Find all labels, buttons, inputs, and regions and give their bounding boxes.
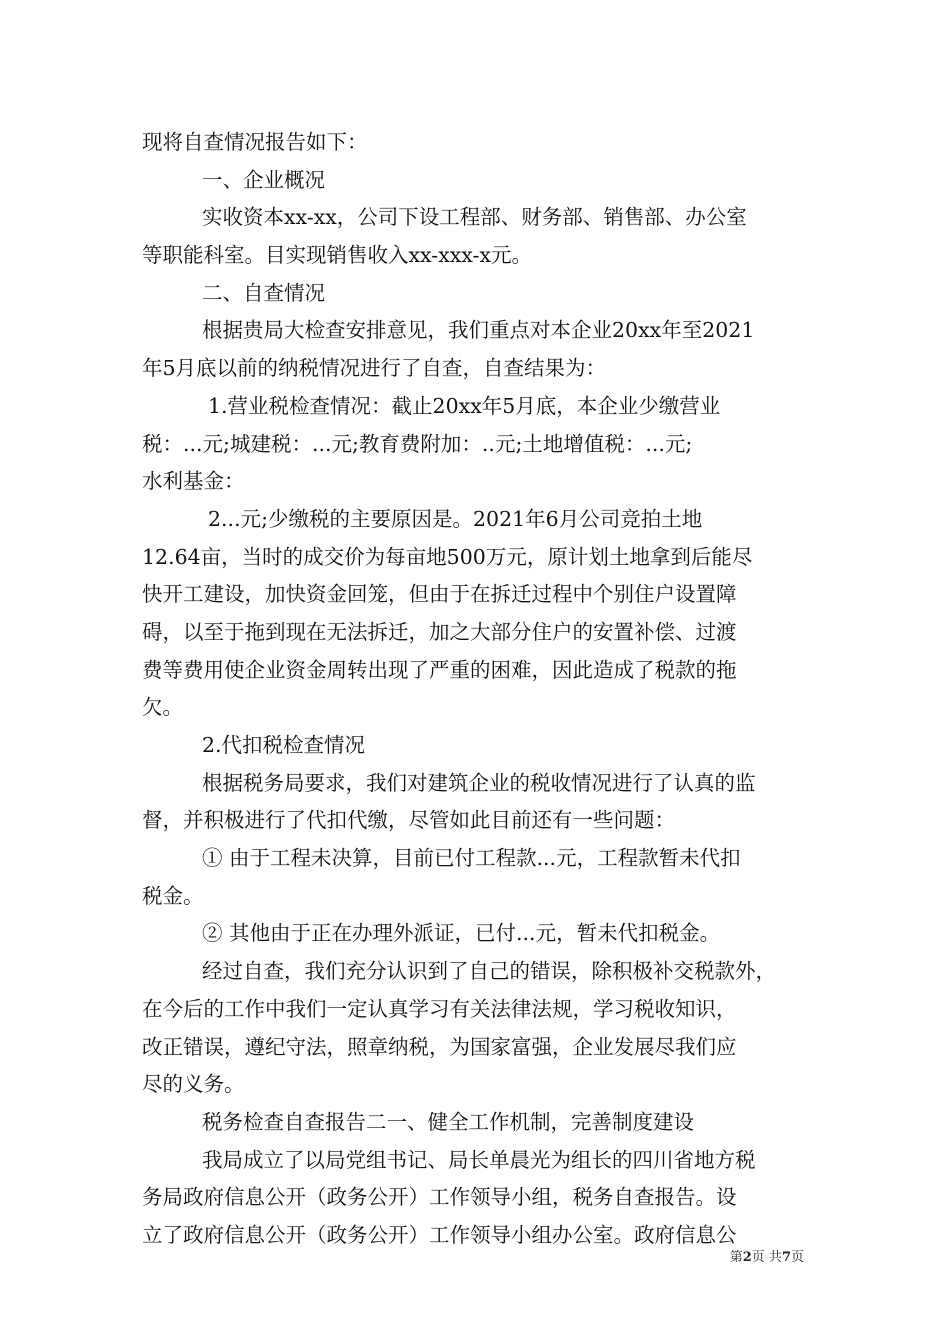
footer-prefix: 第 bbox=[729, 1250, 743, 1265]
text-line: 水利基金： bbox=[142, 469, 245, 494]
text-line: 在今后的工作中我们一定认真学习有关法律法规，学习税收知识， bbox=[142, 996, 737, 1021]
text-line: 碍，以至于拖到现在无法拆迁，加之大部分住户的安置补偿、过渡 bbox=[142, 619, 737, 644]
text-line: 等职能科室。目实现销售收入xx-xxx-x元。 bbox=[142, 243, 532, 268]
footer-middle: 页 共 bbox=[751, 1250, 782, 1265]
text-line: 务局政府信息公开（政务公开）工作领导小组，税务自查报告。设 bbox=[142, 1185, 737, 1210]
text-line: 2...元;少缴税的主要原因是。2021年6月公司竞拍土地 bbox=[208, 506, 703, 531]
text-line: 我局成立了以局党组书记、局长单晨光为组长的四川省地方税 bbox=[202, 1147, 756, 1172]
text-line: 12.64亩，当时的成交价为每亩地500万元，原计划土地拿到后能尽 bbox=[142, 544, 753, 569]
text-line: 1.营业税检查情况：截止20xx年5月底，本企业少缴营业 bbox=[208, 393, 721, 418]
text-line: 税：...元;城建税：...元;教育费附加：..元;土地增值税：...元; bbox=[142, 431, 693, 456]
text-line: 现将自查情况报告如下： bbox=[142, 130, 368, 154]
section-heading: 2.代扣税检查情况 bbox=[202, 733, 366, 757]
page-footer bbox=[0, 1246, 804, 1265]
text-line: 年5月底以前的纳税情况进行了自查，自查结果为： bbox=[142, 356, 607, 381]
section-heading: 二、自查情况 bbox=[202, 280, 325, 305]
text-line: ② 其他由于正在办理外派证，已付...元，暂未代扣税金。 bbox=[202, 921, 721, 946]
text-line: 根据贵局大检查安排意见，我们重点对本企业20xx年至2021 bbox=[202, 318, 755, 343]
text-line: 税金。 bbox=[142, 883, 204, 908]
text-line: 费等费用使企业资金周转出现了严重的困难，因此造成了税款的拖 bbox=[142, 657, 737, 682]
text-line: 立了政府信息公开（政务公开）工作领导小组办公室。政府信息公 bbox=[142, 1222, 737, 1247]
text-line: 根据税务局要求，我们对建筑企业的税收情况进行了认真的监 bbox=[202, 770, 756, 795]
text-line: ① 由于工程未决算，目前已付工程款...元，工程款暂未代扣 bbox=[202, 846, 741, 871]
document-body bbox=[142, 124, 812, 1255]
text-line: 尽的义务。 bbox=[142, 1072, 245, 1097]
current-page-number: 2 bbox=[742, 1250, 752, 1265]
footer-suffix: 页 bbox=[790, 1250, 804, 1265]
total-page-number: 7 bbox=[781, 1250, 791, 1265]
section-heading: 一、企业概况 bbox=[202, 167, 325, 192]
section-heading: 税务检查自查报告二一、健全工作机制，完善制度建设 bbox=[202, 1109, 694, 1134]
text-line: 改正错误，遵纪守法，照章纳税，为国家富强，企业发展尽我们应 bbox=[142, 1034, 737, 1059]
text-line: 督，并积极进行了代扣代缴，尽管如此目前还有一些问题： bbox=[142, 808, 675, 833]
text-line: 快开工建设，加快资金回笼，但由于在拆迁过程中个别住户设置障 bbox=[142, 582, 737, 607]
text-line: 实收资本xx-xx，公司下设工程部、财务部、销售部、办公室 bbox=[202, 205, 747, 230]
text-line: 欠。 bbox=[142, 695, 183, 720]
text-line: 经过自查，我们充分认识到了自己的错误，除积极补交税款外， bbox=[202, 959, 776, 984]
